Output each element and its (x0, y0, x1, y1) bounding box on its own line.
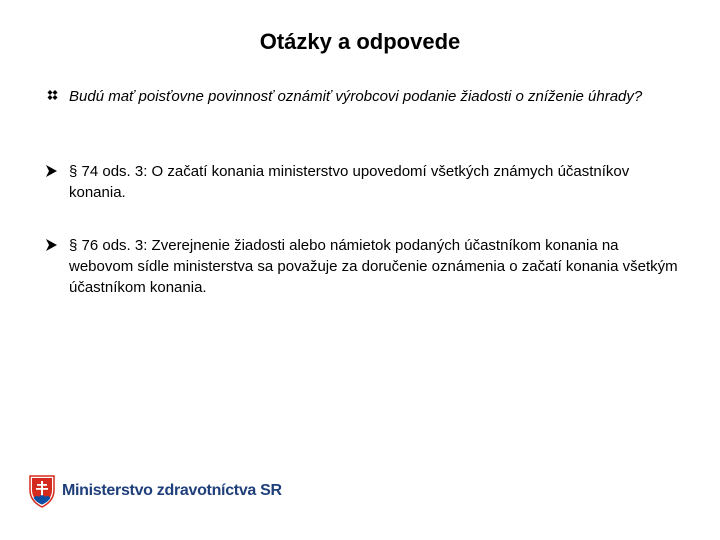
arrowhead-bullet-icon (44, 161, 62, 182)
diamond-four-bullet-icon (44, 86, 62, 107)
answer-text-2: § 76 ods. 3: Zverejnenie žiadosti alebo námietok podaných účastníkom konania na webovom sídle ministerstva sa považuje za doručenie oznámenia o začatí konania všetkým účastníkom konania. (69, 237, 678, 296)
slovak-coat-of-arms-icon (28, 474, 56, 508)
answer-text-1: § 74 ods. 3: O začatí konania ministerstvo upovedomí všetkých známych účastníkov konania. (69, 163, 630, 201)
answer-bullet-1 (44, 161, 684, 203)
question-bullet (44, 86, 684, 107)
ministry-name: Ministerstvo zdravotníctva SR (62, 482, 282, 499)
answer-bullet-2 (44, 235, 684, 298)
ministry-logo (28, 474, 282, 508)
slide-title: Otázky a odpovede (259, 29, 461, 54)
question-text: Budú mať poisťovne povinnosť oznámiť výrobcovi podanie žiadosti o zníženie úhrady? (69, 88, 643, 105)
arrowhead-bullet-icon (44, 235, 62, 256)
